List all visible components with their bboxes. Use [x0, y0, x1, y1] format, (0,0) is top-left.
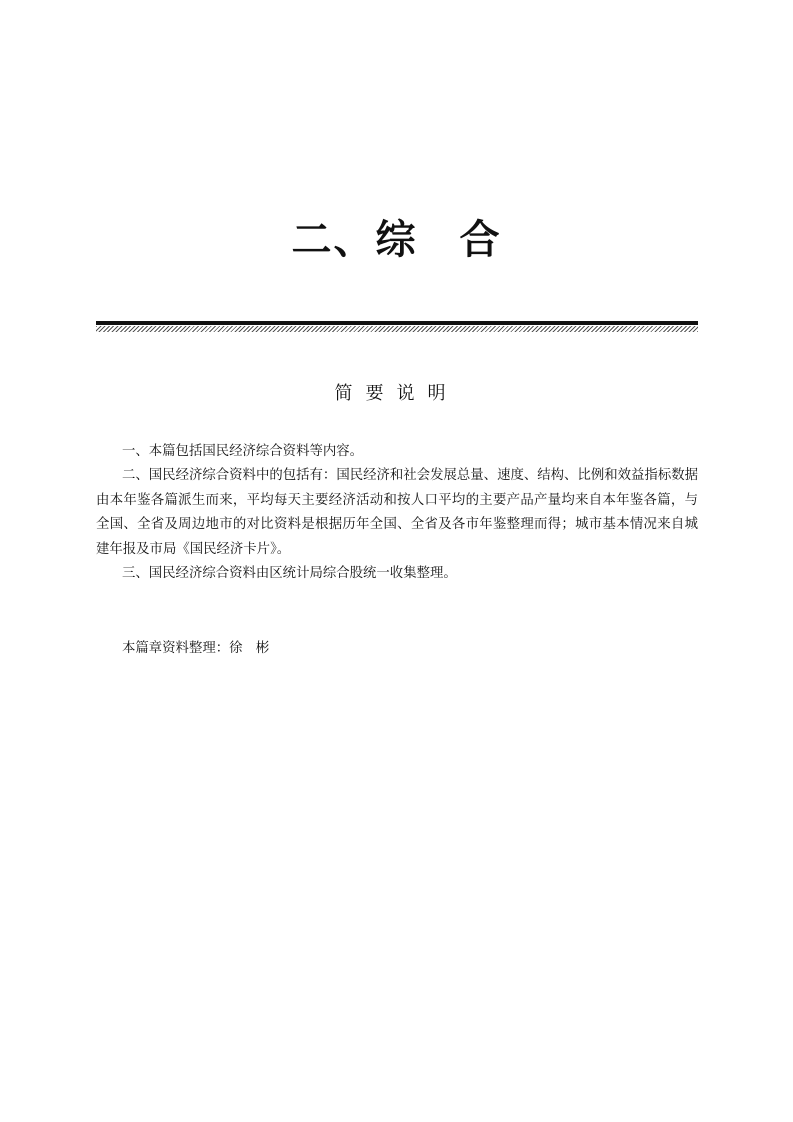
paragraph-1: 一、本篇包括国民经济综合资料等内容。 — [122, 444, 364, 459]
divider-thick-rule — [96, 321, 698, 325]
paragraph-2: 二、国民经济综合资料中的包括有：国民经济和社会发展总量、速度、结构、比例和效益指标数据由本年鉴各篇派生而来，平均每天主要经济活动和按人口平均的主要产品产量均来自本年鉴各篇，与全国、全省及周边地市的对比资料是根据历年全国、全省及各市年鉴整理而得；城市基本情况来自城建年报及市局《国民经济卡片》。 — [96, 468, 698, 557]
title-divider — [96, 321, 698, 332]
explanation-body — [96, 440, 698, 586]
paragraph-3: 三、国民经济综合资料由区统计局综合股统一收集整理。 — [122, 566, 457, 582]
compiler-credit — [122, 637, 269, 661]
chapter-title: 二、综 合 — [291, 217, 502, 263]
divider-hatched-rule — [96, 326, 698, 332]
section-heading: 简要说明 — [334, 383, 459, 404]
credit-label: 本篇章资料整理： — [122, 641, 230, 656]
credit-name: 徐 彬 — [229, 641, 270, 656]
